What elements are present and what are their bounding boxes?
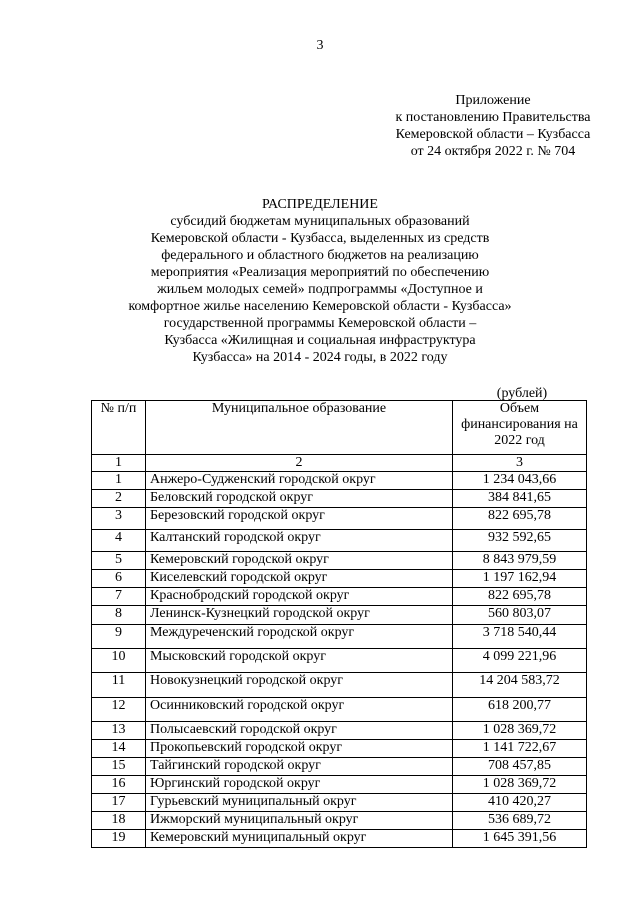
municipality-name: Междуреченский городской округ [146,625,453,649]
row-number: 14 [92,740,146,758]
row-number: 19 [92,830,146,848]
document-title [0,196,640,366]
funding-amount: 1 028 369,72 [453,722,587,740]
title-line: федерального и областного бюджетов на реализацию [161,248,479,263]
row-number: 9 [92,625,146,649]
title-line: Кузбасса» на 2014 - 2024 годы, в 2022 году [192,350,448,365]
row-number: 5 [92,552,146,570]
table-row [92,606,587,625]
table-row [92,740,587,758]
funding-amount: 4 099 221,96 [453,649,587,673]
column-number: 2 [146,455,453,472]
header-name: Муниципальное образование [146,401,453,455]
title-line: государственной программы Кемеровской области – [163,316,477,331]
municipality-name: Анжеро-Судженский городской округ [146,472,453,490]
table-row [92,490,587,508]
table-row [92,830,587,848]
column-number: 1 [92,455,146,472]
funding-amount: 822 695,78 [453,588,587,606]
header-amount: Объем финансирования на 2022 год [453,401,587,455]
row-number: 6 [92,570,146,588]
funding-amount: 822 695,78 [453,508,587,530]
table-row [92,812,587,830]
row-number: 18 [92,812,146,830]
table-row [92,722,587,740]
funding-amount: 536 689,72 [453,812,587,830]
table-row [92,698,587,722]
header-num: № п/п [92,401,146,455]
title-line: Кемеровской области - Кузбасса, выделенных из средств [150,231,490,246]
row-number: 10 [92,649,146,673]
row-number: 2 [92,490,146,508]
row-number: 16 [92,776,146,794]
table-row [92,794,587,812]
municipality-name: Осинниковский городской округ [146,698,453,722]
funding-amount: 708 457,85 [453,758,587,776]
table-row [92,625,587,649]
table-header-row [92,401,587,455]
table-row [92,776,587,794]
municipality-name: Юргинский городской округ [146,776,453,794]
municipality-name: Кемеровский городской округ [146,552,453,570]
municipality-name: Ижморский муниципальный округ [146,812,453,830]
row-number: 13 [92,722,146,740]
column-number: 3 [453,455,587,472]
row-number: 7 [92,588,146,606]
funding-amount: 932 592,65 [453,530,587,552]
table-row [92,673,587,698]
title-line: мероприятия «Реализация мероприятий по обеспечению [150,265,490,280]
municipality-name: Тайгинский городской округ [146,758,453,776]
row-number: 8 [92,606,146,625]
title-line: субсидий бюджетам муниципальных образований [170,214,470,229]
row-number: 15 [92,758,146,776]
funding-amount: 1 234 043,66 [453,472,587,490]
row-number: 17 [92,794,146,812]
municipality-name: Гурьевский муниципальный округ [146,794,453,812]
units-label: (рублей) [496,386,548,401]
municipality-name: Прокопьевский городской округ [146,740,453,758]
funding-amount: 618 200,77 [453,698,587,722]
row-number: 3 [92,508,146,530]
funding-amount: 1 141 722,67 [453,740,587,758]
table-row [92,508,587,530]
municipality-name: Калтанский городской округ [146,530,453,552]
page-number: 3 [316,38,324,53]
appendix-line: Приложение [455,93,531,108]
table-row [92,588,587,606]
funding-amount: 8 843 979,59 [453,552,587,570]
funding-amount: 14 204 583,72 [453,673,587,698]
municipality-name: Краснобродский городской округ [146,588,453,606]
table-row [92,758,587,776]
funding-amount: 1 028 369,72 [453,776,587,794]
title-heading: РАСПРЕДЕЛЕНИЕ [262,197,378,212]
funding-amount: 1 645 391,56 [453,830,587,848]
municipality-name: Полысаевский городской округ [146,722,453,740]
municipality-name: Новокузнецкий городской округ [146,673,453,698]
appendix-line: от 24 октября 2022 г. № 704 [410,144,576,159]
table-body [92,472,587,848]
appendix-line: к постановлению Правительства [395,110,591,125]
title-line: жильем молодых семей» подпрограммы «Доступное и [157,282,483,297]
funding-amount: 410 420,27 [453,794,587,812]
row-number: 12 [92,698,146,722]
row-number: 11 [92,673,146,698]
row-number: 4 [92,530,146,552]
appendix-line: Кемеровской области – Кузбасса [395,127,591,142]
municipality-name: Беловский городской округ [146,490,453,508]
funding-amount: 1 197 162,94 [453,570,587,588]
title-line: Кузбасса «Жилищная и социальная инфраструктура [164,333,476,348]
appendix-block [360,92,626,160]
funding-amount: 3 718 540,44 [453,625,587,649]
municipality-name: Ленинск-Кузнецкий городской округ [146,606,453,625]
table-row [92,552,587,570]
distribution-table [91,400,587,848]
table-row [92,530,587,552]
municipality-name: Мысковский городской округ [146,649,453,673]
title-line: комфортное жилье населению Кемеровской области - Кузбасса» [128,299,512,314]
row-number: 1 [92,472,146,490]
municipality-name: Кемеровский муниципальный округ [146,830,453,848]
table-row [92,570,587,588]
funding-amount: 560 803,07 [453,606,587,625]
funding-amount: 384 841,65 [453,490,587,508]
column-number-row [92,455,587,472]
municipality-name: Березовский городской округ [146,508,453,530]
table-row [92,472,587,490]
table-row [92,649,587,673]
municipality-name: Киселевский городской округ [146,570,453,588]
